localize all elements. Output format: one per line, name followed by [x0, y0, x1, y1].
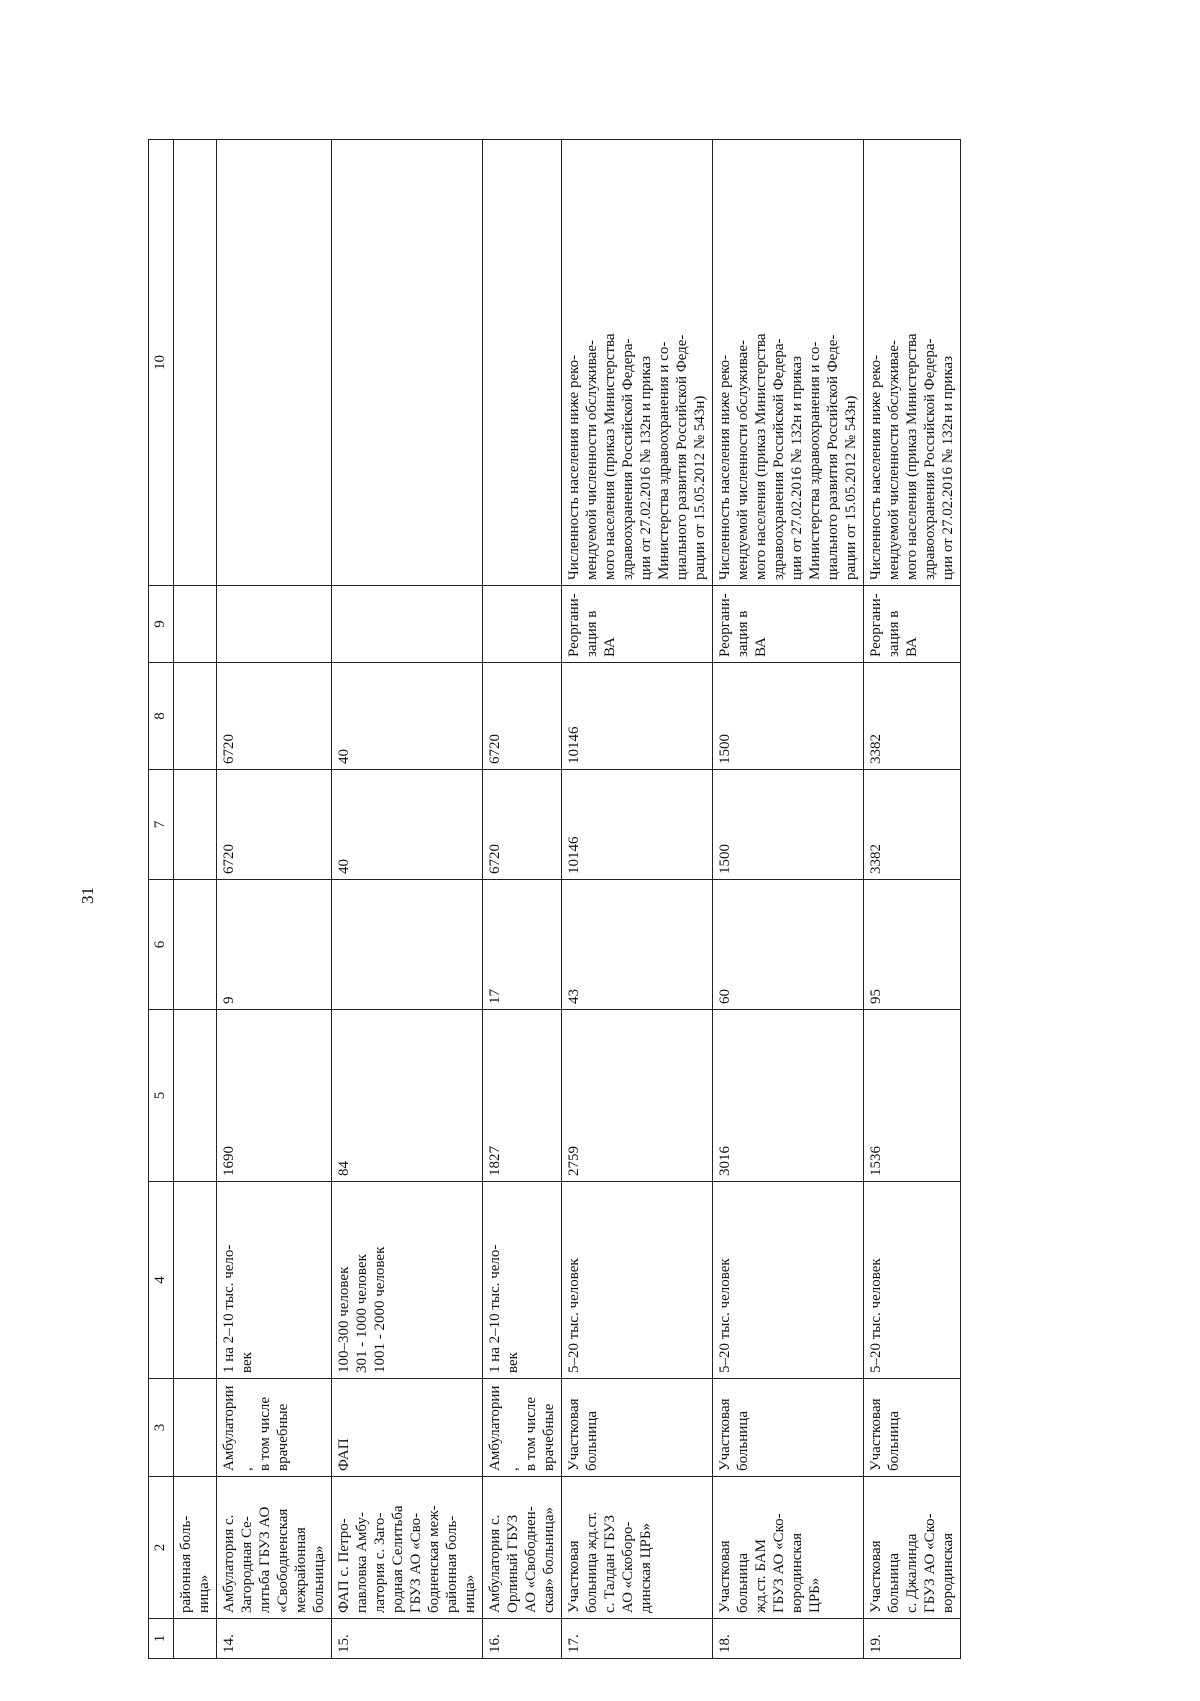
row-number-cell: 14.	[217, 1619, 332, 1659]
table-cell	[174, 1010, 217, 1182]
note-cell: Численность населения ниже реко- мендуемой численности обслуживае- мого населения (приказ Министерства здравоохранения Российской Федера- ции от 27.02.2016 № 132н и приказ	[864, 140, 961, 586]
value-cell: 3016	[713, 1010, 864, 1182]
header-cell: 10	[149, 140, 174, 586]
table-cell	[174, 140, 217, 586]
data-table	[148, 139, 961, 1659]
norm-cell: 1 на 2–10 тыс. чело- век	[217, 1182, 332, 1379]
facility-type-cell: Амбулатории, в том числе врачебные	[483, 1379, 562, 1477]
table-cell	[174, 1619, 217, 1659]
facility-name-cell: Амбулатория с. Загородная Се- литьба ГБУЗ АО «Свободненская межрайонная больница»	[217, 1477, 332, 1619]
table-row	[713, 140, 864, 1659]
note-cell: Численность населения ниже реко- мендуемой численности обслуживае- мого населения (приказ Министерства здравоохранения Российской Федера- ции от 27.02.2016 № 132н и приказ Министерства здравоохранения и со- циального развития Российской Феде- рации от 15.05.2012 № 543н)	[713, 140, 864, 586]
value-cell: 6720	[217, 770, 332, 880]
table-cell	[174, 770, 217, 880]
value-cell: 43	[562, 880, 713, 1010]
value-cell: 1690	[217, 1010, 332, 1182]
table-cell	[174, 1379, 217, 1477]
table-row	[562, 140, 713, 1659]
action-cell	[332, 586, 483, 663]
norm-cell: 100–300 человек 301 - 1000 человек 1001 - 2000 человек	[332, 1182, 483, 1379]
header-cell: 2	[149, 1477, 174, 1619]
value-cell: 40	[332, 663, 483, 770]
rotated-page	[0, 90, 1200, 1701]
action-cell: Реоргани- зация в ВА	[864, 586, 961, 663]
action-cell	[483, 586, 562, 663]
table-cell	[174, 880, 217, 1010]
row-number-cell: 15.	[332, 1619, 483, 1659]
value-cell: 84	[332, 1010, 483, 1182]
action-cell	[217, 586, 332, 663]
row-number-cell: 16.	[483, 1619, 562, 1659]
facility-name-cell: Участковая больница с. Джалинда ГБУЗ АО «Ско- вородинская	[864, 1477, 961, 1619]
value-cell: 3382	[864, 770, 961, 880]
note-cell: Численность населения ниже реко- мендуемой численности обслуживае- мого населения (приказ Министерства здравоохранения Российской Федера- ции от 27.02.2016 № 132н и приказ Министерства здравоохранения и со- циального развития Российской Феде- рации от 15.05.2012 № 543н)	[562, 140, 713, 586]
header-cell: 4	[149, 1182, 174, 1379]
header-cell: 3	[149, 1379, 174, 1477]
facility-type-cell: Амбулатории, в том числе врачебные	[217, 1379, 332, 1477]
value-cell: 2759	[562, 1010, 713, 1182]
value-cell: 6720	[217, 663, 332, 770]
row-number-cell: 17.	[562, 1619, 713, 1659]
norm-cell: 1 на 2–10 тыс. чело- век	[483, 1182, 562, 1379]
row-number-cell: 18.	[713, 1619, 864, 1659]
table-cell	[174, 1182, 217, 1379]
note-cell	[483, 140, 562, 586]
value-cell: 1827	[483, 1010, 562, 1182]
action-cell: Реоргани- зация в ВА	[562, 586, 713, 663]
facility-type-cell: ФАП	[332, 1379, 483, 1477]
facility-name-cell: Участковая больница жд.ст. БАМ ГБУЗ АО «Ско- вородинская ЦРБ»	[713, 1477, 864, 1619]
header-cell: 6	[149, 880, 174, 1010]
continued-row	[174, 140, 217, 1659]
table-cell	[174, 663, 217, 770]
note-cell	[332, 140, 483, 586]
facility-name-cell: ФАП с. Петро- павловка Амбу- латория с. Заго- родная Селитьба ГБУЗ АО «Сво- бодненская меж- районная боль- ница»	[332, 1477, 483, 1619]
column-number-header	[149, 140, 174, 1659]
facility-name-cell: Амбулатория с. Орлиный ГБУЗ АО «Свободнен- ская» больница»	[483, 1477, 562, 1619]
value-cell: 95	[864, 880, 961, 1010]
norm-cell: 5–20 тыс. человек	[713, 1182, 864, 1379]
value-cell: 10146	[562, 663, 713, 770]
header-cell: 7	[149, 770, 174, 880]
table-cell	[174, 586, 217, 663]
value-cell: 6720	[483, 770, 562, 880]
facility-type-cell: Участковая больница	[864, 1379, 961, 1477]
facility-name-cell: районная боль- ница»	[174, 1477, 217, 1619]
table-row	[332, 140, 483, 1659]
value-cell: 17	[483, 880, 562, 1010]
value-cell: 1500	[713, 770, 864, 880]
header-cell: 5	[149, 1010, 174, 1182]
norm-cell: 5–20 тыс. человек	[864, 1182, 961, 1379]
facility-type-cell: Участковая больница	[713, 1379, 864, 1477]
value-cell: 1500	[713, 663, 864, 770]
header-cell: 8	[149, 663, 174, 770]
value-cell: 10146	[562, 770, 713, 880]
norm-cell: 5–20 тыс. человек	[562, 1182, 713, 1379]
value-cell: 60	[713, 880, 864, 1010]
facility-type-cell: Участковая больница	[562, 1379, 713, 1477]
value-cell: 40	[332, 770, 483, 880]
note-cell	[217, 140, 332, 586]
row-number-cell: 19.	[864, 1619, 961, 1659]
value-cell	[332, 880, 483, 1010]
header-cell: 9	[149, 586, 174, 663]
table-row	[864, 140, 961, 1659]
facility-name-cell: Участковая больница жд.ст. с. Талдан ГБУЗ АО «Скоборо- динская ЦРБ»	[562, 1477, 713, 1619]
value-cell: 6720	[483, 663, 562, 770]
header-cell: 1	[149, 1619, 174, 1659]
value-cell: 1536	[864, 1010, 961, 1182]
value-cell: 3382	[864, 663, 961, 770]
table-row	[483, 140, 562, 1659]
action-cell: Реоргани- зация в ВА	[713, 586, 864, 663]
table-row	[217, 140, 332, 1659]
value-cell: 9	[217, 880, 332, 1010]
page-number: 31	[78, 887, 97, 904]
